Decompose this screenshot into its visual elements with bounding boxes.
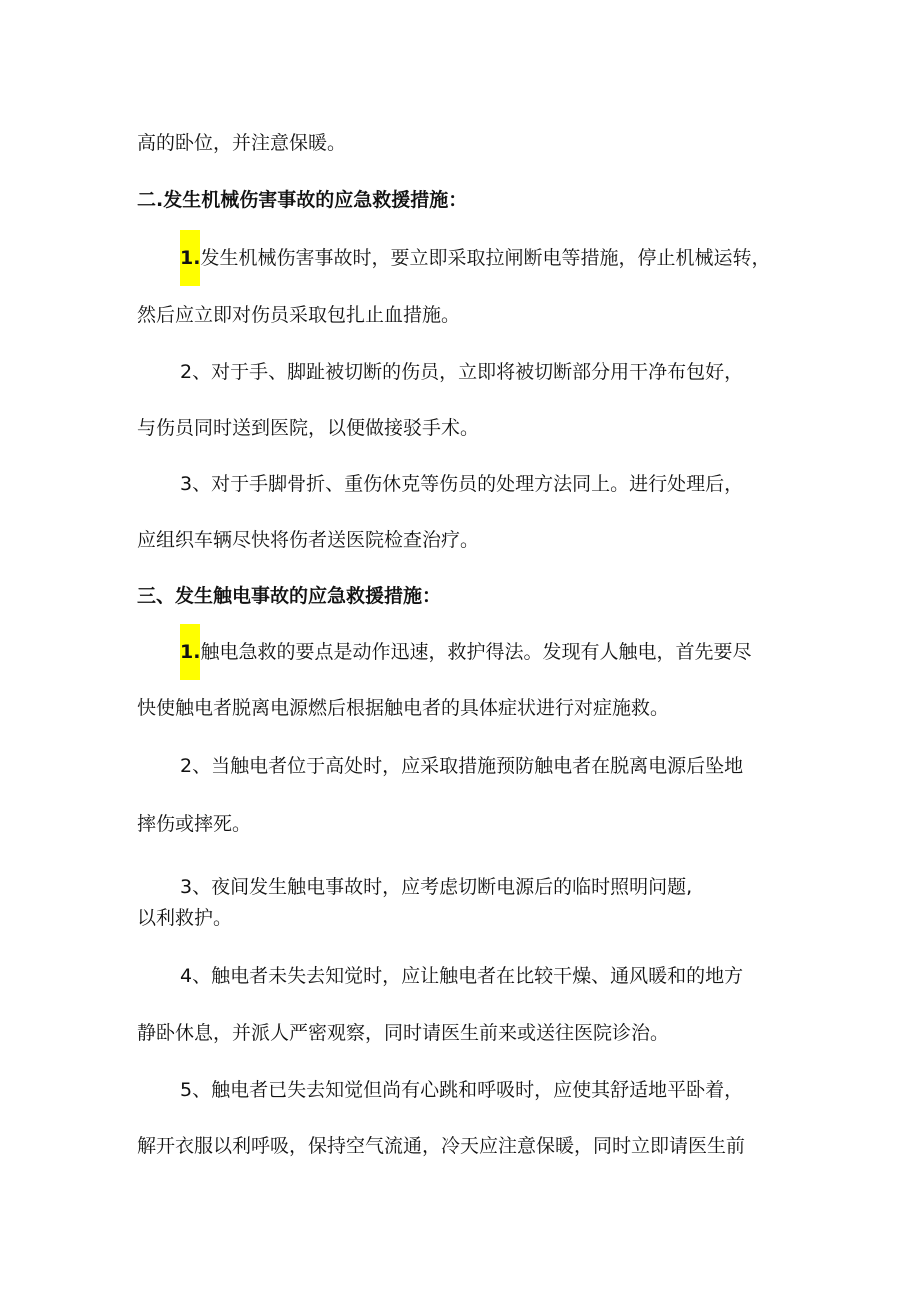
paragraph-line: 静卧休息，并派人严密观察，同时请医生前来或送往医院诊治。 xyxy=(137,1022,670,1044)
paragraph-line: 以利救护。 xyxy=(137,907,233,929)
paragraph-line: 高的卧位，并注意保暖。 xyxy=(137,132,347,154)
paragraph-line: 快使触电者脱离电源燃后根据触电者的具体症状进行对症施救。 xyxy=(137,697,670,719)
paragraph-line xyxy=(180,246,770,270)
paragraph-line xyxy=(180,640,751,664)
paragraph-line: 2、当触电者位于高处时，应采取措施预防触电者在脱离电源后坠地 xyxy=(180,755,744,777)
paragraph-line: 与伤员同时送到医院，以便做接驳手术。 xyxy=(137,417,480,439)
paragraph-line: 3、夜间发生触电事故时，应考虑切断电源后的临时照明问题, xyxy=(180,876,693,898)
highlighted-list-marker: 1. xyxy=(180,230,200,286)
paragraph-text: 发生机械伤害事故时，要立即采取拉闸断电等措施，停止机械运转， xyxy=(200,247,771,269)
section-heading-mechanical: 二.发生机械伤害事故的应急救援措施： xyxy=(137,189,468,211)
paragraph-line: 解开衣服以利呼吸，保持空气流通，冷天应注意保暖，同时立即请医生前 xyxy=(137,1135,746,1157)
paragraph-line: 3、对于手脚骨折、重伤休克等伤员的处理方法同上。进行处理后， xyxy=(180,473,744,495)
paragraph-text: 触电急救的要点是动作迅速，救护得法。发现有人触电，首先要尽 xyxy=(200,641,752,663)
paragraph-line: 5、触电者已失去知觉但尚有心跳和呼吸时，应使其舒适地平卧着， xyxy=(180,1079,744,1101)
paragraph-line: 摔伤或摔死。 xyxy=(137,813,252,835)
section-heading-electric: 三、发生触电事故的应急救援措施： xyxy=(137,585,442,607)
paragraph-line: 2、对于手、脚趾被切断的伤员，立即将被切断部分用干净布包好， xyxy=(180,361,744,383)
paragraph-line: 然后应立即对伤员采取包扎止血措施。 xyxy=(137,304,461,326)
paragraph-line: 应组织车辆尽快将伤者送医院检查治疗。 xyxy=(137,529,480,551)
highlighted-list-marker: 1. xyxy=(180,624,200,680)
paragraph-line: 4、触电者未失去知觉时，应让触电者在比较干燥、通风暖和的地方 xyxy=(180,965,744,987)
